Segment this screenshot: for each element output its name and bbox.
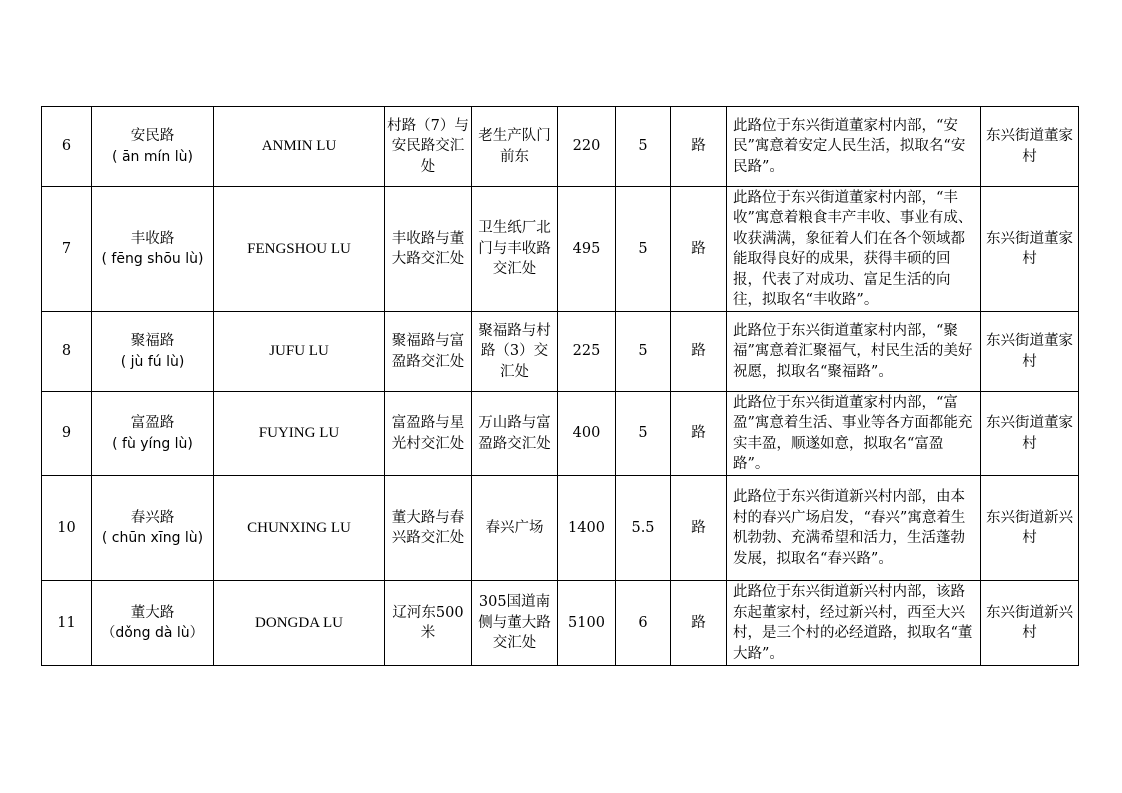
end-point: 万山路与富盈路交汇处 [472,392,558,476]
road-type: 路 [671,187,727,312]
naming-description: 此路位于东兴街道董家村内部，“安民”寓意着安定人民生活，拟取名“安民路”。 [727,107,981,187]
road-name-english: JUFU LU [214,312,385,392]
road-width: 5.5 [616,476,671,581]
start-point: 董大路与春兴路交汇处 [385,476,472,581]
road-location: 东兴街道新兴村 [981,476,1079,581]
road-type: 路 [671,312,727,392]
road-naming-table [41,106,1079,666]
road-name-pinyin: （dǒng dà lù） [101,625,204,641]
road-name-chinese: 富盈路 [130,415,175,431]
naming-description: 此路位于东兴街道新兴村内部，由本村的春兴广场启发，“春兴”寓意着生机勃勃、充满希望和活力，生活蓬勃发展，拟取名“春兴路”。 [727,476,981,581]
road-name-chinese: 安民路 [130,128,175,144]
road-width: 6 [616,581,671,666]
end-point: 卫生纸厂北门与丰收路交汇处 [472,187,558,312]
road-length: 220 [558,107,616,187]
row-number: 6 [42,107,92,187]
row-number: 9 [42,392,92,476]
road-name-pinyin: ( ān mín lù) [112,148,193,165]
road-width: 5 [616,312,671,392]
road-location: 东兴街道董家村 [981,312,1079,392]
road-width: 5 [616,187,671,312]
road-name-cell [92,392,214,476]
end-point: 305国道南侧与董大路交汇处 [472,581,558,666]
road-location: 东兴街道董家村 [981,392,1079,476]
start-point: 村路（7）与安民路交汇处 [385,107,472,187]
road-type: 路 [671,581,727,666]
road-name-cell [92,581,214,666]
naming-description: 此路位于东兴街道董家村内部，“聚福”寓意着汇聚福气，村民生活的美好祝愿，拟取名“聚福路”。 [727,312,981,392]
road-location: 东兴街道新兴村 [981,581,1079,666]
road-name-chinese: 春兴路 [130,509,175,526]
road-name-pinyin: ( fēng shōu lù) [101,251,204,267]
table-row [42,187,1079,312]
row-number: 10 [42,476,92,581]
row-number: 8 [42,312,92,392]
road-name-chinese: 聚福路 [130,333,175,349]
row-number: 11 [42,581,92,666]
table-row [42,392,1079,476]
road-length: 1400 [558,476,616,581]
table-row [42,476,1079,581]
table-row [42,581,1079,666]
start-point: 辽河东500米 [385,581,472,666]
start-point: 富盈路与星光村交汇处 [385,392,472,476]
road-type: 路 [671,392,727,476]
road-name-english: FUYING LU [214,392,385,476]
naming-description: 此路位于东兴街道新兴村内部，该路东起董家村，经过新兴村，西至大兴村，是三个村的必经道路，拟取名“董大路”。 [727,581,981,666]
road-name-cell [92,476,214,581]
road-width: 5 [616,392,671,476]
start-point: 丰收路与董大路交汇处 [385,187,472,312]
road-length: 225 [558,312,616,392]
road-length: 5100 [558,581,616,666]
row-number: 7 [42,187,92,312]
road-name-english: FENGSHOU LU [214,187,385,312]
end-point: 春兴广场 [472,476,558,581]
end-point: 聚福路与村路（3）交汇处 [472,312,558,392]
road-location: 东兴街道董家村 [981,107,1079,187]
table-row [42,312,1079,392]
road-name-cell [92,187,214,312]
road-name-chinese: 丰收路 [130,230,175,247]
road-name-english: DONGDA LU [214,581,385,666]
road-name-cell [92,312,214,392]
road-type: 路 [671,476,727,581]
road-name-pinyin: ( chūn xīng lù) [101,530,204,546]
road-type: 路 [671,107,727,187]
naming-description: 此路位于东兴街道董家村内部，“富盈”寓意着生活、事业等各方面都能充实丰盈，顺遂如意，拟取名“富盈路”。 [727,392,981,476]
naming-description: 此路位于东兴街道董家村内部，“丰收”寓意着粮食丰产丰收、事业有成、收获满满，象征着人们在各个领域都能取得良好的成果，获得丰硕的回报，代表了对成功、富足生活的向往，拟取名“丰收路”。 [727,187,981,312]
start-point: 聚福路与富盈路交汇处 [385,312,472,392]
road-name-english: CHUNXING LU [214,476,385,581]
road-name-pinyin: ( jù fú lù) [120,353,185,370]
road-name-pinyin: ( fù yíng lù) [112,435,193,452]
road-width: 5 [616,107,671,187]
road-length: 400 [558,392,616,476]
road-location: 东兴街道董家村 [981,187,1079,312]
end-point: 老生产队门前东 [472,107,558,187]
road-name-chinese: 董大路 [130,604,175,621]
table-row [42,107,1079,187]
road-name-cell [92,107,214,187]
road-name-english: ANMIN LU [214,107,385,187]
road-length: 495 [558,187,616,312]
